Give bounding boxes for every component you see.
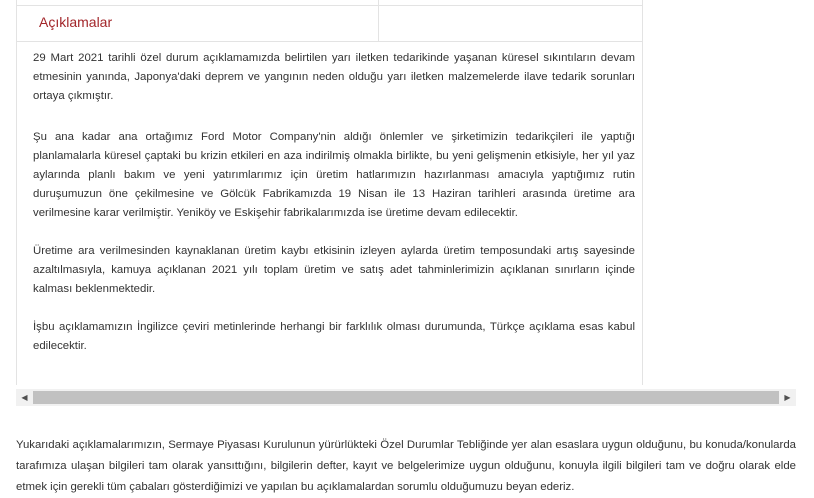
horizontal-scrollbar[interactable] <box>16 389 796 406</box>
paragraph-2: Şu ana kadar ana ortağımız Ford Motor Company'nin aldığı önlemler ve şirketimizin tedarikçileri ile yaptığı planlamalarla küresel çaptaki bu krizin etkileri en aza indirilmiş olmakla birlikte, bu yeni gelişmenin etkisiyle, her yıl yaz aylarında planlı bakım ve yeni yatırımlarımız için üretim hatlarımızın hazırlanması amacıyla yaptığımız rutin duruşumuzun öne çekilmesine ve Gölcük Fabrikamızda 19 Nisan ile 13 Haziran tarihleri arasında üretime ara verilmesine karar verilmiştir. Yeniköy ve Eskişehir fabrikalarımızda ise üretime devam edilecektir. <box>33 131 635 219</box>
paragraph-3: Üretime ara verilmesinden kaynaklanan üretim kaybı etkisinin izleyen aylarda üretim temposundaki artış sayesinde azaltılmasıyla, kamuya açıklanan 2021 yılı toplam üretim ve satış adet tahminlerimizin açıklanan sınırların içinde kalması beklenmektedir. <box>33 245 635 295</box>
section-title: Açıklamalar <box>39 14 113 30</box>
scroll-left-arrow-icon[interactable]: ◀ <box>21 393 28 402</box>
header-column-divider <box>378 0 379 41</box>
paragraph-4: İşbu açıklamamızın İngilizce çeviri metinlerinde herhangi bir farklılık olması durumunda, Türkçe açıklama esas kabul edilecektir. <box>33 321 635 352</box>
explanations-header-row <box>16 0 643 42</box>
scroll-right-arrow-icon[interactable]: ▶ <box>784 393 791 402</box>
responsibility-statement: Yukarıdaki açıklamalarımızın, Sermaye Piyasası Kurulunun yürürlükteki Özel Durumlar Tebliğinde yer alan esaslara uygun olduğunu, bu konuda/konularda tarafımıza ulaşan bilgileri tam olarak yansıttığını, bilgilerin defter, kayıt ve belgelerimize uygun olduğunu, konuyla ilgili bilgileri tam ve doğru olarak elde etmek için gerekli tüm çabaları gösterdiğimizi ve yapılan bu açıklamalardan sorumlu olduğumuzu beyan ederiz. <box>16 439 796 493</box>
header-top-border <box>17 5 642 6</box>
paragraph-1: 29 Mart 2021 tarihli özel durum açıklamamızda belirtilen yarı iletken tedarikinde yaşanan küresel sıkıntıların devam etmesinin yanında, Japonya'daki deprem ve yangının neden olduğu yarı iletken malzemelerde ilave tedarik sorunları ortaya çıkmıştır. <box>33 52 635 102</box>
scrollbar-thumb[interactable] <box>33 391 779 404</box>
explanations-content <box>16 42 643 385</box>
